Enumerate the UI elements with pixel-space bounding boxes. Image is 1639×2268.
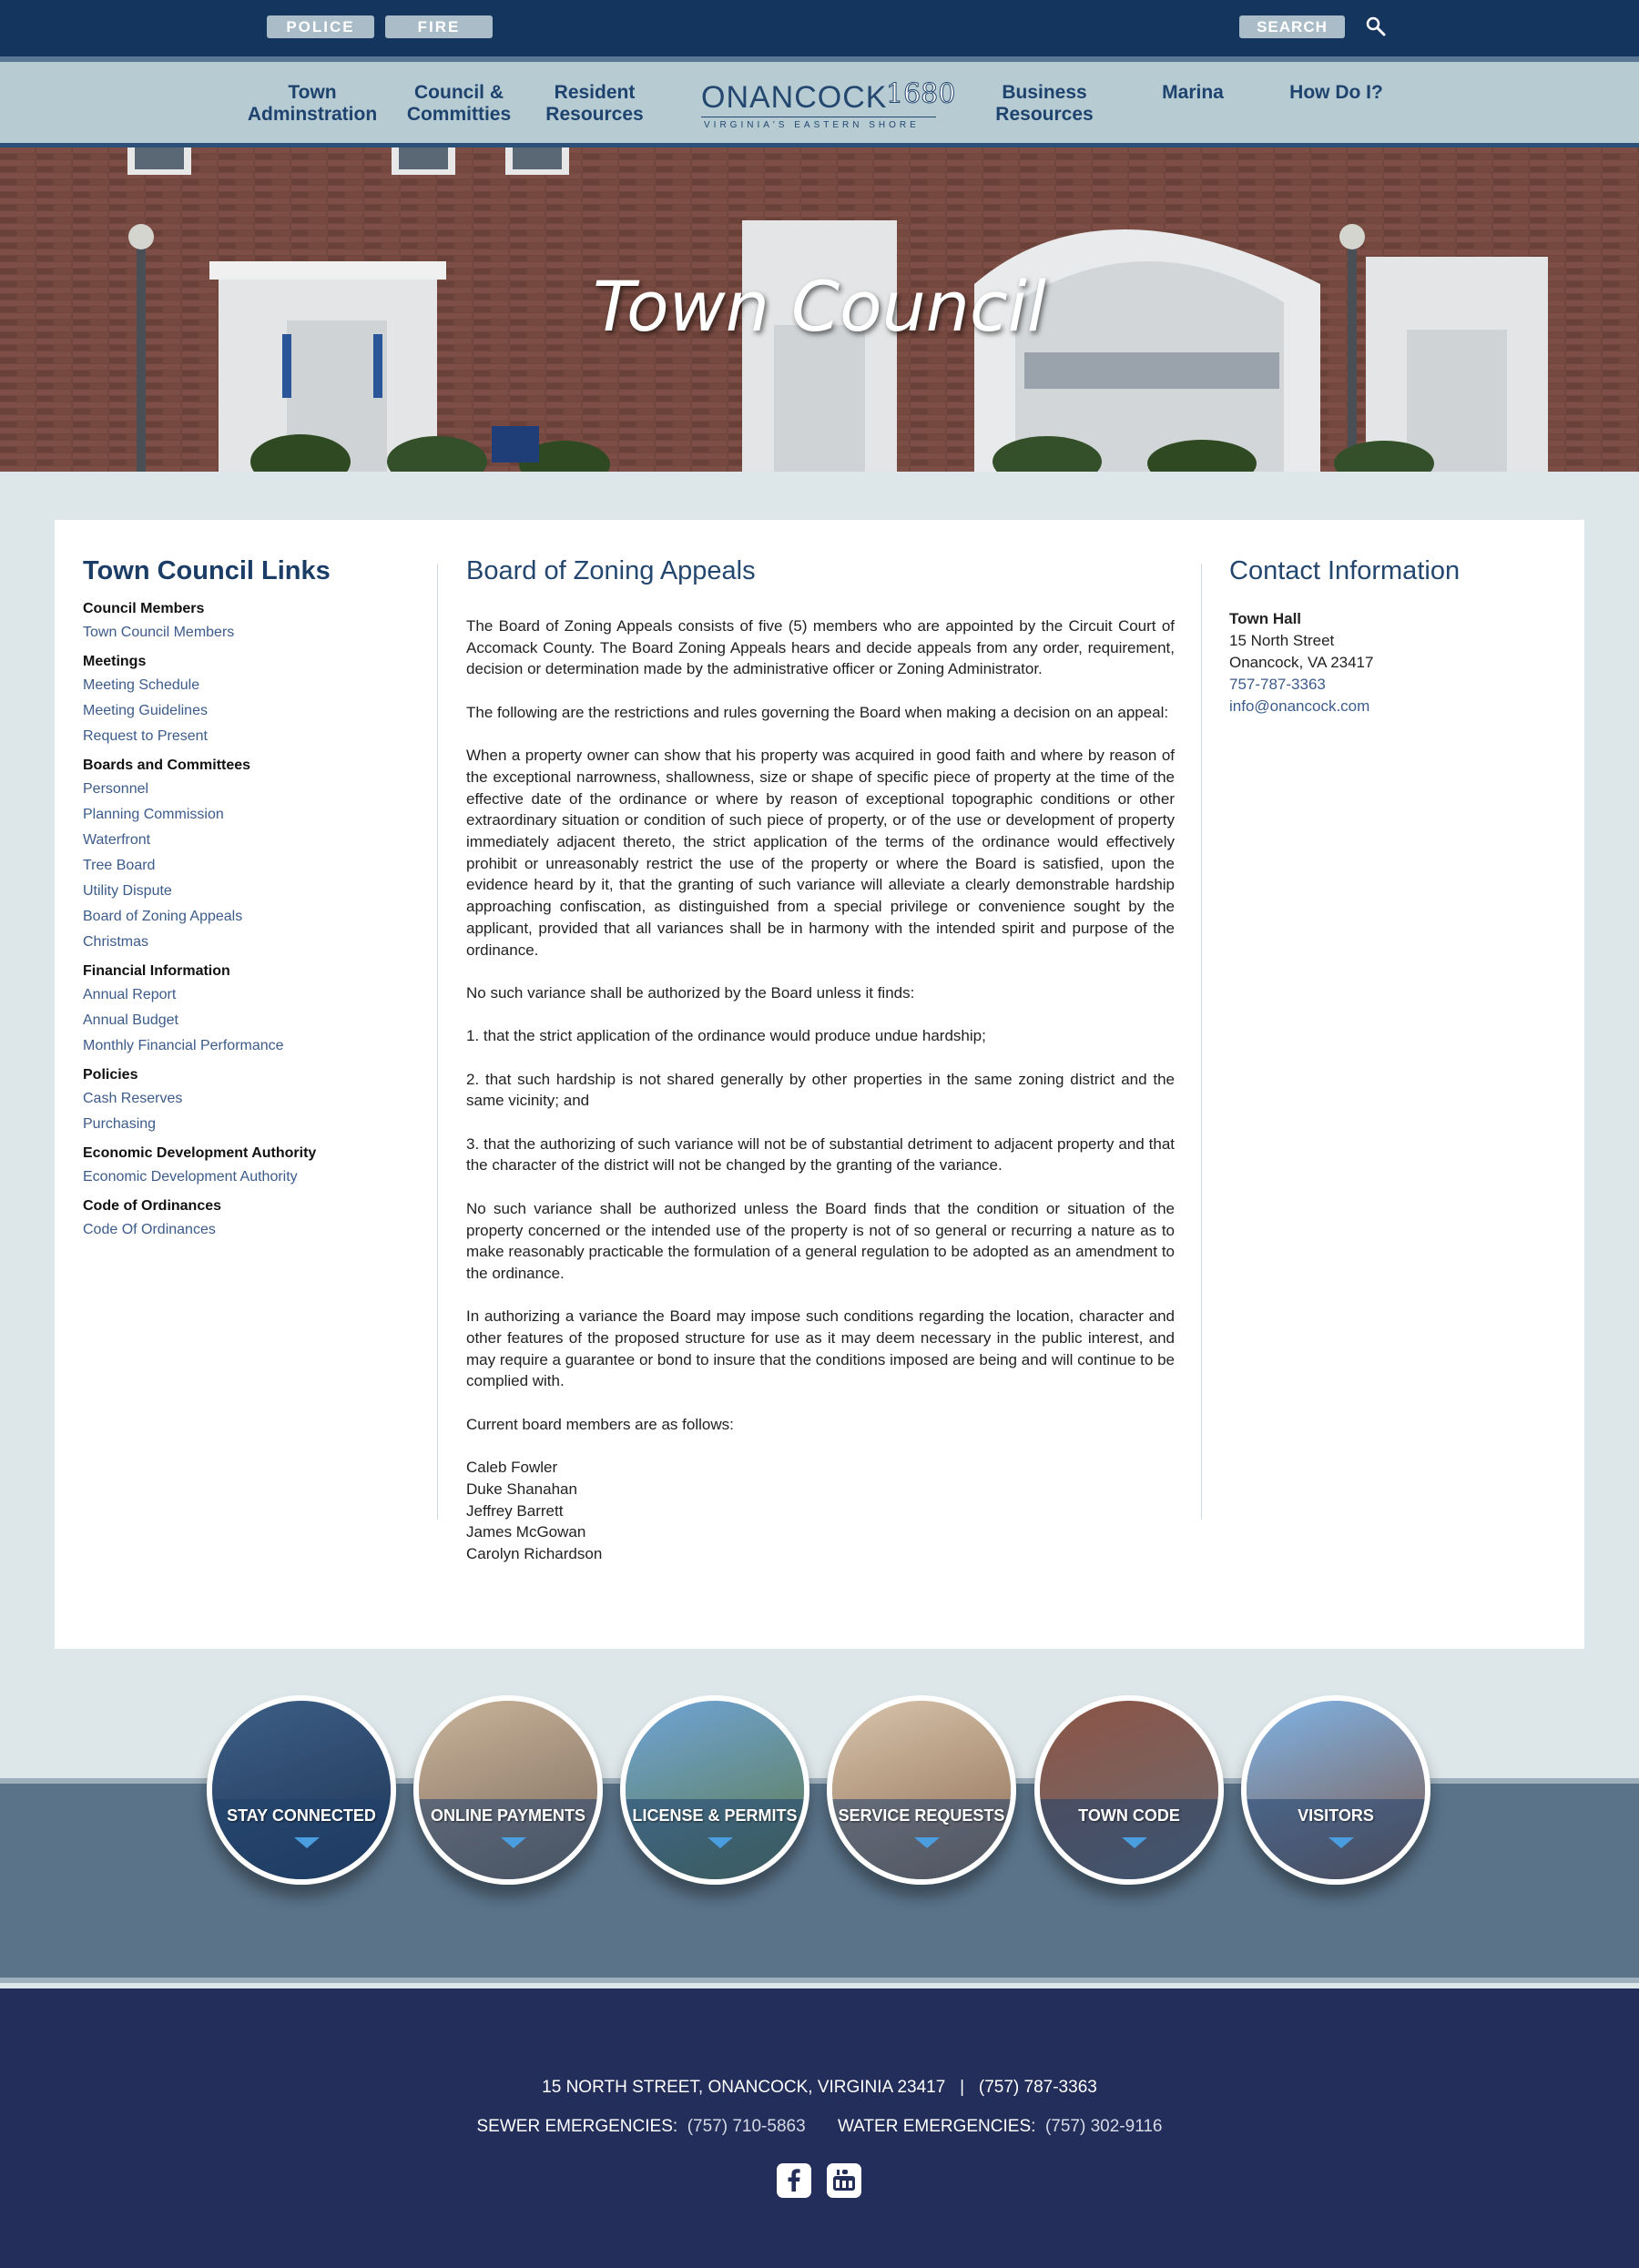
sidebar-section [83,1145,420,1185]
sidebar-link-economic-development-authority[interactable]: Economic Development Authority [83,1169,298,1185]
column-divider [437,564,438,1520]
paragraph: The following are the restrictions and rules governing the Board when making a decision on an appeal: [466,703,1169,721]
chevron-down-icon [1122,1837,1147,1848]
quicklink-label: STAY CONNECTED [227,1806,376,1825]
logo-year: 1680 [886,78,956,110]
youtube-icon[interactable] [827,2163,861,2198]
nav-label: Marina [1162,82,1224,103]
contact-panel [1229,556,1557,717]
nav-marina[interactable] [1147,82,1238,104]
water-label: WATER EMERGENCIES: [837,2117,1036,2136]
sidebar-title: Town Council Links [83,556,331,585]
chevron-down-icon [708,1837,733,1848]
sidebar-link-christmas[interactable]: Christmas [83,934,149,950]
nav-label: Resident [554,82,636,103]
contact-street: 15 North Street [1229,632,1335,649]
sidebar-heading: Council Members [83,601,205,616]
footer-address: 15 NORTH STREET, ONANCOCK, VIRGINIA 23417 | (757) 787-3363 [542,2078,1097,2097]
quicklink-service-requests[interactable] [827,1695,1016,1885]
chevron-down-icon [294,1837,320,1848]
section-title: Board of Zoning Appeals [466,556,756,585]
main-nav [0,56,1639,147]
sidebar-heading: Financial Information [83,963,230,979]
board-member: Jeffrey Barrett [466,1501,564,1520]
chevron-down-icon [1329,1837,1354,1848]
quicklink-label: VISITORS [1298,1806,1374,1825]
paragraph: In authorizing a variance the Board may impose such conditions regarding the location, character and other features of the proposed structure for use as it may deem necessary in the public interest, and may require a guarantee or bond to insure that the conditions imposed are being and will continue to be complied with. [466,1307,1175,1390]
quicklink-visitors[interactable] [1241,1695,1430,1885]
water-phone[interactable]: (757) 302-9116 [1044,2117,1163,2136]
board-member: Carolyn Richardson [466,1545,603,1563]
paragraph: 1. that the strict application of the ordinance would produce undue hardship; [466,1027,986,1045]
sidebar-section [83,758,420,951]
logo-tagline: VIRGINIA'S EASTERN SHORE [704,120,920,130]
nav-label: Council & [414,82,504,103]
nav-council-committees[interactable] [395,82,523,126]
sidebar-link-meeting-schedule[interactable]: Meeting Schedule [83,677,200,693]
sidebar-section [83,601,420,641]
sidebar-heading: Code of Ordinances [83,1198,222,1214]
paragraph: The Board of Zoning Appeals consists of five (5) members who are appointed by the Circuit Court of Accomack County. The Board Zoning Appeals hears and decide appeals from any order, requirement, decision or determination made by the administrative officer or Zoning Administrator. [466,617,1175,678]
nav-label: Business [1002,82,1087,103]
sidebar-link-annual-budget[interactable]: Annual Budget [83,1012,178,1028]
nav-label: How Do I? [1289,82,1383,103]
sidebar-heading: Economic Development Authority [83,1145,317,1161]
quicklink-label: SERVICE REQUESTS [838,1806,1005,1825]
contact-title: Contact Information [1229,556,1461,585]
nav-business-resources[interactable] [985,82,1104,126]
sidebar-link-meeting-guidelines[interactable]: Meeting Guidelines [83,703,208,718]
logo-name: ONANCOCK [701,80,888,115]
sidebar-link-cash-reserves[interactable]: Cash Reserves [83,1091,183,1106]
contact-phone-link[interactable]: 757-787-3363 [1229,676,1326,693]
sidebar-link-annual-report[interactable]: Annual Report [83,987,177,1002]
quicklink-stay-connected[interactable] [207,1695,396,1885]
hero-banner [0,147,1639,472]
sidebar-section [83,1198,420,1238]
quicklink-label: ONLINE PAYMENTS [430,1806,586,1825]
sidebar-link-planning-commission[interactable]: Planning Commission [83,807,224,822]
sidebar-heading: Meetings [83,654,147,669]
board-member: Caleb Fowler [466,1459,558,1477]
paragraph: No such variance shall be authorized by the Board unless it finds: [466,983,915,1002]
board-member: James McGowan [466,1523,586,1541]
sidebar-section [83,963,420,1054]
sidebar-link-request-to-present[interactable]: Request to Present [83,728,208,744]
quicklink-label: TOWN CODE [1078,1806,1180,1825]
police-button[interactable]: POLICE [267,15,374,38]
nav-label: Committies [406,104,512,125]
utility-bar [0,0,1639,56]
content-card [55,520,1584,1649]
sidebar-link-purchasing[interactable]: Purchasing [83,1116,157,1132]
search-icon[interactable] [1366,16,1386,36]
contact-city: Onancock, VA 23417 [1229,654,1374,671]
quicklink-license-permits[interactable] [620,1695,809,1885]
sidebar-heading: Policies [83,1067,138,1083]
nav-label: Adminstration [247,104,378,125]
nav-how-do-i[interactable] [1275,82,1398,104]
nav-town-administration[interactable] [244,82,381,126]
sidebar-section [83,1067,420,1133]
contact-name: Town Hall [1229,610,1302,627]
footer-emergencies [0,2117,1639,2137]
nav-label: Resources [545,104,644,125]
paragraph: No such variance shall be authorized unless the Board finds that the condition or situation of the property concerned or the intended use of the property is not of so general or recurring a nature as to make reasonably practicable the formulation of a general regulation to be adopted as an amendment to the ordinance. [466,1199,1175,1282]
paragraph: When a property owner can show that his property was acquired in good faith and where by reason of the exceptional narrowness, shallowness, size or shape of specific piece of property at the time of the effective date of the ordinance or where by reason of exceptional topographic conditions or other extraordinary situation or condition of such piece of property, or of the use or development of property immediately adjacent thereto, the strict application of the terms of the ordinance would effectively prohibit or unreasonably restrict the use of the property or where the Board is satisfied, upon the evidence heard by it, that the granting of such variance will alleviate a clearly demonstrable hardship approaching confiscation, as distinguished from a special privilege or convenience sought by the applicant, provided that all variances shall be in harmony with the intended spirit and purpose of the ordinance. [466,747,1175,959]
sidebar-link-personnel[interactable]: Personnel [83,781,149,797]
sewer-label: SEWER EMERGENCIES: [476,2117,678,2136]
sidebar-link-code-of-ordinances[interactable]: Code Of Ordinances [83,1222,216,1237]
board-member: Duke Shanahan [466,1480,577,1498]
sewer-phone[interactable]: (757) 710-5863 [687,2117,806,2136]
nav-label: Resources [995,104,1094,125]
sidebar-link-tree-board[interactable]: Tree Board [83,858,156,873]
site-footer [0,1988,1639,2268]
quicklink-town-code[interactable] [1034,1695,1224,1885]
sidebar-section [83,654,420,745]
quicklink-online-payments[interactable] [413,1695,603,1885]
sidebar-link-monthly-financial-performance[interactable]: Monthly Financial Performance [83,1038,284,1053]
sidebar-link-waterfront[interactable]: Waterfront [83,832,151,848]
chevron-down-icon [501,1837,526,1848]
sidebar-link-board-of-zoning-appeals[interactable]: Board of Zoning Appeals [83,909,243,924]
column-divider [1201,564,1202,1520]
chevron-down-icon [914,1837,940,1848]
page-title: Town Council [593,266,1046,347]
sidebar-heading: Boards and Committees [83,758,251,773]
search-button[interactable]: SEARCH [1239,15,1345,38]
facebook-icon[interactable] [777,2163,811,2198]
paragraph: Current board members are as follows: [466,1415,734,1433]
sidebar [83,556,420,1251]
nav-label: Town [288,82,337,103]
quicklink-label: LICENSE & PERMITS [632,1806,798,1825]
paragraph: 3. that the authorizing of such variance will not be of substantial detriment to adjacent property and that the character of the district will not be changed by the granting of the variance. [466,1134,1175,1175]
nav-resident-resources[interactable] [535,82,654,126]
sidebar-link-utility-dispute[interactable]: Utility Dispute [83,883,172,899]
fire-button[interactable]: FIRE [385,15,493,38]
main-content [466,556,1175,1565]
paragraph: 2. that such hardship is not shared generally by other properties in the same zoning district and the same vicinity; and [466,1070,1175,1110]
onancock-logo[interactable] [701,78,956,131]
contact-email-link[interactable]: info@onancock.com [1229,697,1370,715]
sidebar-link-town-council-members[interactable]: Town Council Members [83,625,235,640]
